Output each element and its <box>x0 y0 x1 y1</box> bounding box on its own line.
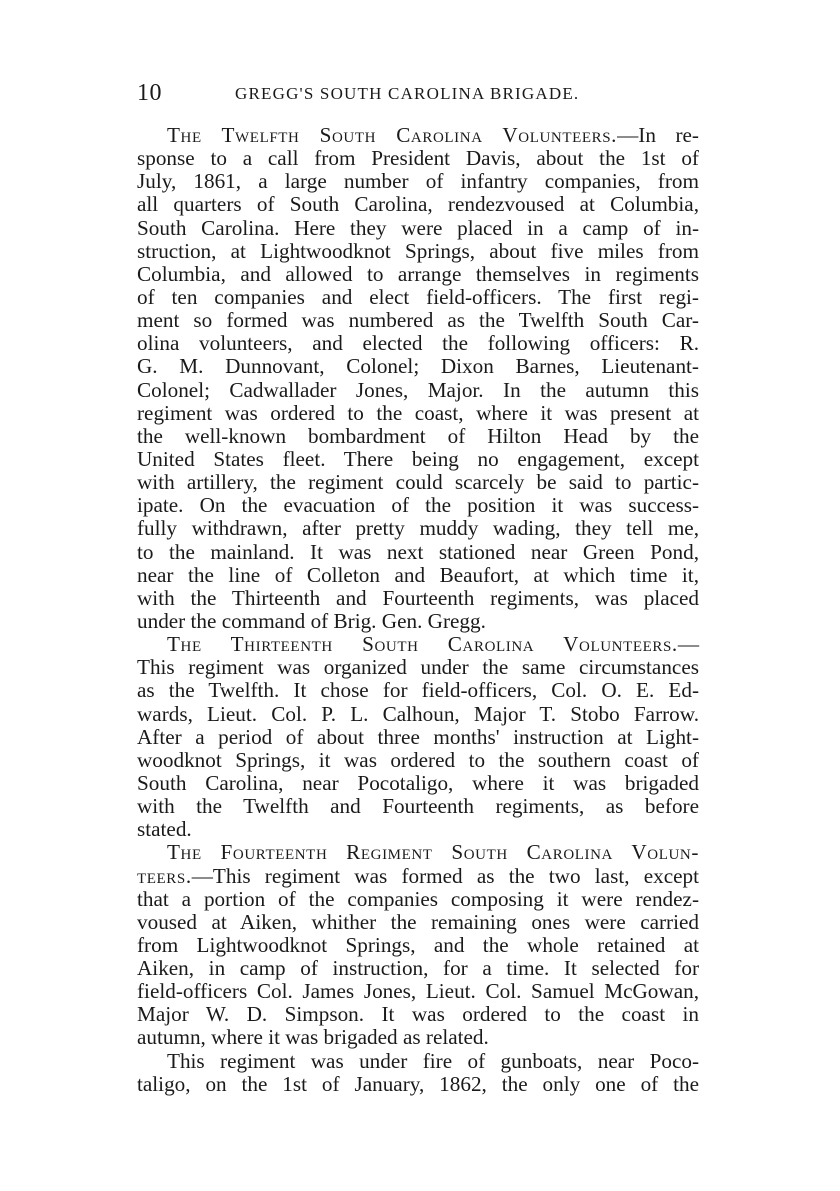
line-text: with the Twelfth and Fourteenth regiments, as before <box>137 794 699 819</box>
text-line <box>137 957 699 980</box>
text-line <box>137 888 699 911</box>
text-line <box>137 1003 699 1026</box>
text-line <box>137 379 699 402</box>
line-text: ipate. On the evacuation of the position it was success- <box>137 493 699 518</box>
line-text: After a period of about three months' instruction at Light- <box>137 724 699 749</box>
text-line <box>137 517 699 540</box>
text-line <box>137 980 699 1003</box>
text-line <box>137 633 699 656</box>
text-line <box>137 564 699 587</box>
text-line <box>137 772 699 795</box>
line-text: all quarters of South Carolina, rendezvoused at Columbia, <box>137 192 699 217</box>
text-line <box>137 124 699 147</box>
text-line <box>137 541 699 564</box>
text-line <box>137 911 699 934</box>
line-text: from Lightwoodknot Springs, and the whole retained at <box>137 932 699 957</box>
line-text: South Carolina, near Pocotaligo, where it was brigaded <box>137 770 699 795</box>
line-text: sponse to a call from President Davis, about the 1st of <box>137 146 699 171</box>
text-line <box>137 286 699 309</box>
text-line <box>137 147 699 170</box>
line-text: ment so formed was numbered as the Twelfth South Car- <box>137 308 699 333</box>
line-text: July, 1861, a large number of infantry companies, from <box>137 169 699 194</box>
line-text: Major W. D. Simpson. It was ordered to the coast in <box>137 1002 699 1027</box>
line-text: taligo, on the 1st of January, 1862, the only one of the <box>137 1071 699 1096</box>
text-line <box>137 610 699 633</box>
running-title: GREGG'S SOUTH CAROLINA BRIGADE. <box>235 84 580 103</box>
text-line <box>137 818 699 841</box>
text-line <box>137 1026 699 1049</box>
text-line <box>137 656 699 679</box>
line-text: that a portion of the companies composing it were rendez- <box>137 886 699 911</box>
line-text: autumn, where it was brigaded as related. <box>137 1025 489 1050</box>
text-line <box>137 309 699 332</box>
line-text: — <box>677 632 699 657</box>
section-heading: teers. <box>137 863 192 888</box>
text-line <box>137 726 699 749</box>
line-text: woodknot Springs, it was ordered to the southern coast of <box>137 747 699 772</box>
text-line <box>137 865 699 888</box>
page-number: 10 <box>137 80 162 106</box>
line-text: olina volunteers, and elected the following officers: R. <box>137 331 699 356</box>
line-text: South Carolina. Here they were placed in a camp of in- <box>137 215 699 240</box>
section-heading: The Twelfth South Carolina Volunteers. <box>167 123 618 147</box>
line-text: This regiment was organized under the same circumstances <box>137 655 699 680</box>
line-text: Aiken, in camp of instruction, for a time. It selected for <box>137 956 699 981</box>
line-text: with the Thirteenth and Fourteenth regiments, was placed <box>137 585 699 610</box>
section-heading: The Thirteenth South Carolina Volunteers. <box>167 632 678 657</box>
text-line <box>137 332 699 355</box>
text-line <box>137 1073 699 1096</box>
line-text: with artillery, the regiment could scarcely be said to partic- <box>137 470 699 495</box>
text-line <box>137 471 699 494</box>
line-text: struction, at Lightwoodknot Springs, about five miles from <box>137 238 699 263</box>
line-text: voused at Aiken, whither the remaining ones were carried <box>137 909 699 934</box>
text-line <box>137 193 699 216</box>
line-text: —This regiment was formed as the two last, except <box>191 863 699 888</box>
text-line <box>137 355 699 378</box>
line-text: under the command of Brig. Gen. Gregg. <box>137 608 486 633</box>
line-text: This regiment was under fire of gunboats, near Poco- <box>167 1048 699 1073</box>
text-line <box>137 402 699 425</box>
line-text: field-officers Col. James Jones, Lieut. Col. Samuel McGowan, <box>137 979 699 1004</box>
text-line <box>137 217 699 240</box>
line-text: G. M. Dunnovant, Colonel; Dixon Barnes, Lieutenant- <box>137 354 699 379</box>
text-line <box>137 240 699 263</box>
text-line <box>137 679 699 702</box>
line-text: Columbia, and allowed to arrange themselves in regiments <box>137 261 699 286</box>
line-text: as the Twelfth. It chose for field-officers, Col. O. E. Ed- <box>137 678 699 703</box>
line-text: the well-known bombardment of Hilton Head by the <box>137 423 699 448</box>
text-line <box>137 425 699 448</box>
text-line <box>137 1050 699 1073</box>
line-text: of ten companies and elect field-officers. The first regi- <box>137 284 699 309</box>
line-text: stated. <box>137 817 192 842</box>
text-line <box>137 448 699 471</box>
line-text: Colonel; Cadwallader Jones, Major. In the autumn this <box>137 377 699 402</box>
text-line <box>137 795 699 818</box>
line-text: United States fleet. There being no engagement, except <box>137 446 699 471</box>
running-head <box>137 78 707 108</box>
text-line <box>137 934 699 957</box>
section-heading: The Fourteenth Regiment South Carolina Volun- <box>167 840 699 865</box>
line-text: wards, Lieut. Col. P. L. Calhoun, Major T. Stobo Farrow. <box>137 701 699 726</box>
text-line <box>137 703 699 726</box>
text-line <box>137 263 699 286</box>
line-text: regiment was ordered to the coast, where it was present at <box>137 400 699 425</box>
text-line <box>137 841 699 864</box>
text-line <box>137 587 699 610</box>
body-text <box>137 124 699 1096</box>
line-text: —In re- <box>617 123 699 147</box>
text-line <box>137 170 699 193</box>
text-line <box>137 494 699 517</box>
line-text: to the mainland. It was next stationed near Green Pond, <box>137 539 699 564</box>
line-text: fully withdrawn, after pretty muddy wading, they tell me, <box>137 516 699 541</box>
text-line <box>137 749 699 772</box>
line-text: near the line of Colleton and Beaufort, at which time it, <box>137 562 699 587</box>
